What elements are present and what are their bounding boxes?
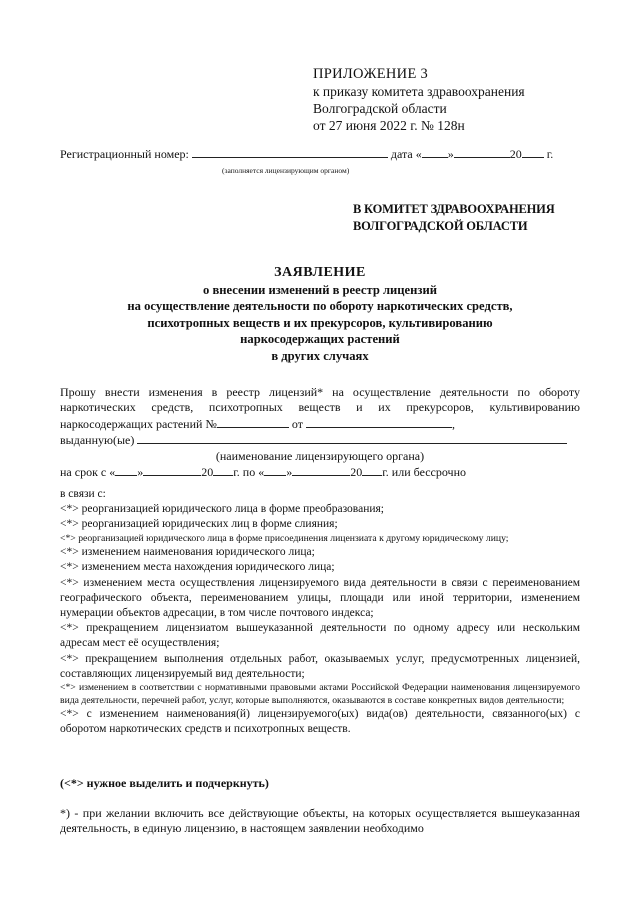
appendix-date-line: от 27 июня 2022 г. № 128н: [313, 118, 465, 133]
registration-row: [60, 146, 580, 162]
date-year-suffix: г.: [546, 147, 554, 161]
reason-item[interactable]: <*> прекращением лицензиатом вышеуказанной деятельности по одному адресу или нескольким адресам мест её осуществления;: [60, 622, 580, 650]
term-from-day-field[interactable]: [115, 464, 137, 476]
reason-item[interactable]: <*> изменением наименования юридического лица;: [60, 546, 315, 559]
reason-item[interactable]: <*> с изменением наименования(й) лицензируемого(ых) вида(ов) деятельности, связанного(ых) с оборотом наркотических средств и психотропных веществ.: [60, 708, 580, 736]
license-date-field[interactable]: [306, 416, 452, 428]
request-line-3: [60, 416, 580, 432]
reason-item[interactable]: <*> изменением в соответствии с нормативными правовыми актами Российской Федерации наименования лицензируемого вида деятельности, перечней работ, услуг, которые выполняются, оказываются в составе конкретных видов деятельности;: [60, 682, 580, 706]
license-number-field[interactable]: [217, 416, 289, 428]
heading-line-4: наркосодержащих растений: [240, 332, 400, 346]
request-line-1: Прошу внести изменения в реестр лицензий* на осуществление деятельности по обороту: [60, 385, 580, 399]
addressee-line-2: ВОЛГОГРАДСКОЙ ОБЛАСТИ: [353, 219, 528, 233]
term-indefinite-label: г. или бессрочно: [382, 465, 467, 480]
reason-item[interactable]: <*> реорганизацией юридического лица в форме преобразования;: [60, 503, 384, 516]
term-to-day-field[interactable]: [264, 464, 286, 476]
license-number-label: наркосодержащих растений №: [60, 416, 217, 431]
heading-line-5: в других случаях: [271, 348, 369, 363]
date-month-field[interactable]: [454, 146, 510, 158]
term-to-month-field[interactable]: [292, 464, 350, 476]
appendix-block: [313, 66, 525, 134]
reasons-list: [60, 487, 580, 738]
reasons-intro: в связи с:: [60, 488, 106, 500]
addressee-line-1: В КОМИТЕТ ЗДРАВООХРАНЕНИЯ: [353, 202, 555, 216]
registration-label: Регистрационный номер:: [60, 147, 189, 161]
reason-item[interactable]: <*> реорганизацией юридического лица в форме присоединения лицензиата к другому юридическому лицу;: [60, 532, 509, 544]
term-from-label: на срок с «: [60, 465, 116, 480]
reason-item[interactable]: <*> прекращением выполнения отдельных работ, оказываемых услуг, предусмотренных лицензией, составляющих лицензируемый вид деятельности;: [60, 652, 580, 680]
license-comma: ,: [452, 416, 455, 431]
request-line-4: [60, 432, 580, 448]
footnote: *) - при желании включить все действующие объекты, на которых осуществляется вышеуказанная деятельность, в единую лицензию, в настоящем заявлении необходимо: [60, 806, 580, 836]
term-from-month-field[interactable]: [143, 464, 201, 476]
term-to-close: »: [286, 465, 293, 480]
term-to-year-field[interactable]: [362, 464, 382, 476]
issuing-organ-field[interactable]: [137, 432, 567, 444]
reason-item[interactable]: <*> реорганизацией юридических лиц в форме слияния;: [60, 518, 338, 531]
reason-item[interactable]: <*> изменением места осуществления лицензируемого вида деятельности в связи с переименованием географического объекта, переименованием улицы, площади или иной территории, изменением нумерации объектов адресации, в том числе почтового индекса;: [60, 576, 580, 620]
date-day-field[interactable]: [422, 146, 448, 158]
term-to-year-prefix: 20: [350, 465, 363, 480]
heading-line-2: на осуществление деятельности по обороту наркотических средств,: [127, 299, 513, 313]
document-heading: [0, 265, 640, 364]
appendix-title: ПРИЛОЖЕНИЕ 3: [313, 66, 429, 82]
request-line-2: наркотических средств, психотропных веществ и их прекурсоров, культивированию: [60, 400, 580, 415]
date-label: дата «: [390, 147, 422, 161]
registration-note: (заполняется лицензирующим органом): [222, 166, 350, 175]
issued-by-label: выданную(ые): [60, 433, 135, 448]
term-to-label: г. по «: [233, 465, 265, 480]
addressee-block: [353, 201, 555, 235]
registration-number-field[interactable]: [192, 146, 388, 158]
heading-line-3: психотропных веществ и их прекурсоров, культивированию: [147, 315, 493, 330]
date-close-quote: »: [447, 147, 454, 161]
issuing-organ-note: (наименование лицензирующего органа): [215, 448, 425, 463]
appendix-region-line: Волгоградской области: [313, 101, 447, 116]
appendix-order-line: к приказу комитета здравоохранения: [313, 84, 525, 99]
license-date-label: от: [291, 416, 303, 431]
date-year-prefix: 20: [509, 147, 522, 161]
term-from-year-prefix: 20: [201, 465, 214, 480]
heading-line-1: о внесении изменений в реестр лицензий: [203, 282, 437, 297]
term-from-close: »: [137, 465, 144, 480]
reason-item[interactable]: <*> изменением места нахождения юридического лица;: [60, 561, 335, 574]
license-term-line: [60, 464, 580, 480]
document-title: ЗАЯВЛЕНИЕ: [274, 265, 366, 280]
selection-note: (<*> нужное выделить и подчеркнуть): [60, 776, 269, 790]
term-from-year-field[interactable]: [213, 464, 233, 476]
request-paragraph: [60, 385, 580, 480]
date-year-field[interactable]: [522, 146, 544, 158]
